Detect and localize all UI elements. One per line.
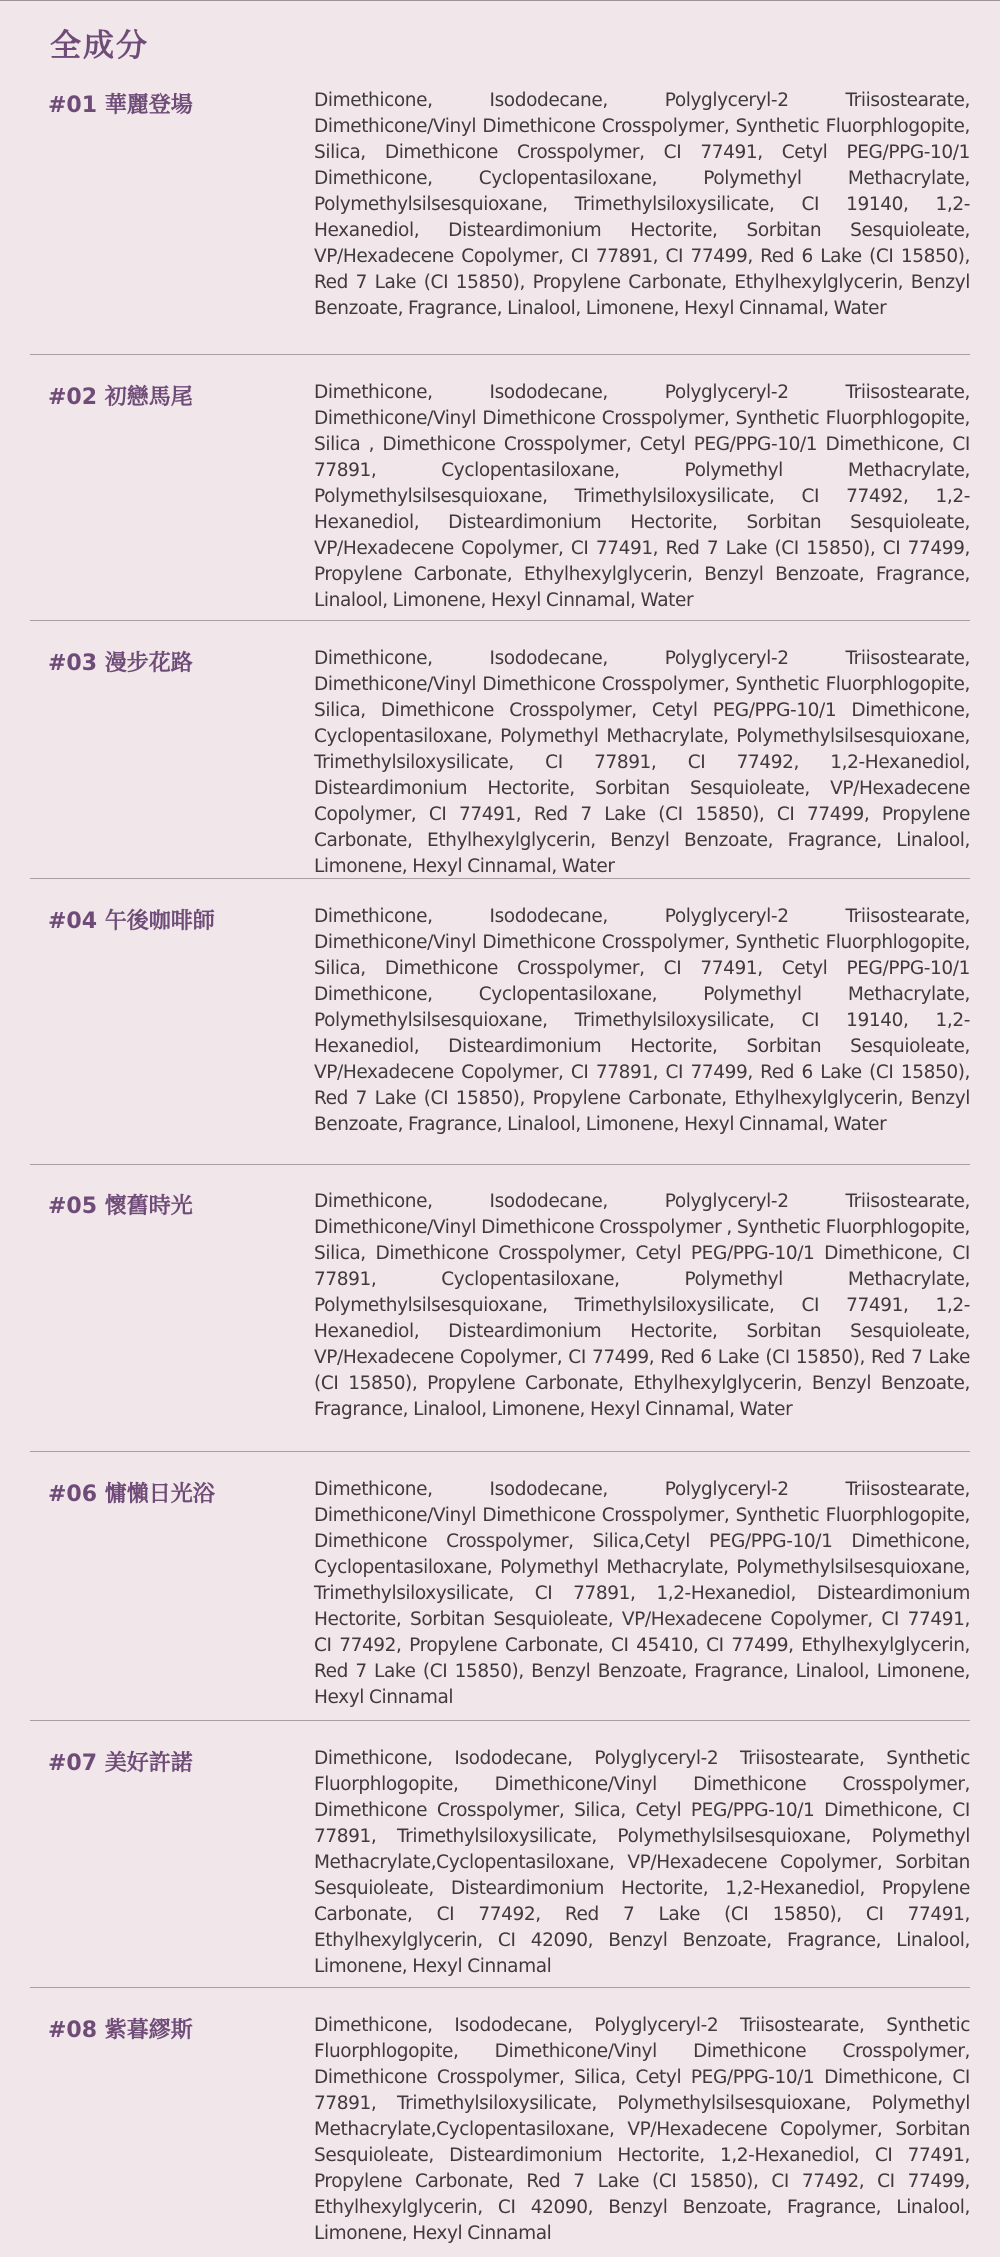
section-divider [30,1164,970,1165]
section-divider [30,354,970,355]
ingredient-text: Dimethicone, Isododecane, Polyglyceryl-2 Triisostearate, Synthetic Fluorphlogopite, Dimethicone/Vinyl Dimethicone Crosspolymer, Dimethicone Crosspolymer, Silica, Cetyl PEG/PPG-10/1 Dimethicone, CI 77891, Trimethylsiloxysilicate, Polymethylsilsesquioxane, Polymethyl Methacrylate,Cyclopentasiloxane, VP/Hexadecene Copolymer, Sorbitan Sesquioleate, Disteardimonium Hectorite, 1,2-Hexanediol, Propylene Carbonate, CI 77492, Red 7 Lake (CI 15850), CI 77491, Ethylhexylglycerin, CI 42090, Benzyl Benzoate, Fragrance, Linalool, Limonene, Hexyl Cinnamal [314,1748,970,1977]
section-divider [30,1451,970,1452]
section-divider [30,1720,970,1721]
section-divider [30,1987,970,1988]
shade-name: #01 華麗登場 [48,93,193,118]
shade-name: #02 初戀馬尾 [48,385,193,410]
shade-name: #06 慵懶日光浴 [48,1482,215,1507]
ingredient-text: Dimethicone, Isododecane, Polyglyceryl-2 Triisostearate, Dimethicone/Vinyl Dimethicone Crosspolymer, Synthetic Fluorphlogopite, Silica, Dimethicone Crosspolymer, Cetyl PEG/PPG-10/1 Dimethicone, Cyclopentasiloxane, Polymethyl Methacrylate, Polymethylsilsesquioxane, Trimethylsiloxysilicate, CI 77891, CI 77492, 1,2-Hexanediol, Disteardimonium Hectorite, Sorbitan Sesquioleate, VP/Hexadecene Copolymer, CI 77491, Red 7 Lake (CI 15850), CI 77499, Propylene Carbonate, Ethylhexylglycerin, Benzyl Benzoate, Fragrance, Linalool, Limonene, Hexyl Cinnamal, Water [314,648,970,877]
ingredient-text: Dimethicone, Isododecane, Polyglyceryl-2 Triisostearate, Dimethicone/Vinyl Dimethicone Crosspolymer, Synthetic Fluorphlogopite, Silica, Dimethicone Crosspolymer, CI 77491, Cetyl PEG/PPG-10/1 Dimethicone, Cyclopentasiloxane, Polymethyl Methacrylate, Polymethylsilsesquioxane, Trimethylsiloxysilicate, CI 19140, 1,2-Hexanediol, Disteardimonium Hectorite, Sorbitan Sesquioleate, VP/Hexadecene Copolymer, CI 77891, CI 77499, Red 6 Lake (CI 15850), Red 7 Lake (CI 15850), Propylene Carbonate, Ethylhexylglycerin, Benzyl Benzoate, Fragrance, Linalool, Limonene, Hexyl Cinnamal, Water [314,90,970,319]
shade-name: #07 美好許諾 [48,1751,193,1776]
section-divider [30,620,970,621]
ingredient-text: Dimethicone, Isododecane, Polyglyceryl-2 Triisostearate, Synthetic Fluorphlogopite, Dimethicone/Vinyl Dimethicone Crosspolymer, Dimethicone Crosspolymer, Silica, Cetyl PEG/PPG-10/1 Dimethicone, CI 77891, Trimethylsiloxysilicate, Polymethylsilsesquioxane, Polymethyl Methacrylate,Cyclopentasiloxane, VP/Hexadecene Copolymer, Sorbitan Sesquioleate, Disteardimonium Hectorite, 1,2-Hexanediol, CI 77491, Propylene Carbonate, Red 7 Lake (CI 15850), CI 77492, CI 77499, Ethylhexylglycerin, CI 42090, Benzyl Benzoate, Fragrance, Linalool, Limonene, Hexyl Cinnamal [314,2015,970,2244]
page-title: 全成分 [50,28,149,64]
section-divider [30,878,970,879]
shade-name: #05 懷舊時光 [48,1194,193,1219]
top-divider [0,0,1000,1]
shade-name: #03 漫步花路 [48,651,193,676]
ingredient-text: Dimethicone, Isododecane, Polyglyceryl-2 Triisostearate, Dimethicone/Vinyl Dimethicone Crosspolymer , Synthetic Fluorphlogopite, Silica, Dimethicone Crosspolymer, Cetyl PEG/PPG-10/1 Dimethicone, CI 77891, Cyclopentasiloxane, Polymethyl Methacrylate, Polymethylsilsesquioxane, Trimethylsiloxysilicate, CI 77491, 1,2-Hexanediol, Disteardimonium Hectorite, Sorbitan Sesquioleate, VP/Hexadecene Copolymer, CI 77499, Red 6 Lake (CI 15850), Red 7 Lake (CI 15850), Propylene Carbonate, Ethylhexylglycerin, Benzyl Benzoate, Fragrance, Linalool, Limonene, Hexyl Cinnamal, Water [314,1191,970,1420]
ingredient-text: Dimethicone, Isododecane, Polyglyceryl-2 Triisostearate, Dimethicone/Vinyl Dimethicone Crosspolymer, Synthetic Fluorphlogopite, Silica, Dimethicone Crosspolymer, CI 77491, Cetyl PEG/PPG-10/1 Dimethicone, Cyclopentasiloxane, Polymethyl Methacrylate, Polymethylsilsesquioxane, Trimethylsiloxysilicate, CI 19140, 1,2-Hexanediol, Disteardimonium Hectorite, Sorbitan Sesquioleate, VP/Hexadecene Copolymer, CI 77891, CI 77499, Red 6 Lake (CI 15850), Red 7 Lake (CI 15850), Propylene Carbonate, Ethylhexylglycerin, Benzyl Benzoate, Fragrance, Linalool, Limonene, Hexyl Cinnamal, Water [314,906,970,1135]
shade-name: #08 紫暮繆斯 [48,2018,193,2043]
shade-name: #04 午後咖啡師 [48,909,215,934]
ingredient-text: Dimethicone, Isododecane, Polyglyceryl-2 Triisostearate, Dimethicone/Vinyl Dimethicone Crosspolymer, Synthetic Fluorphlogopite, Silica , Dimethicone Crosspolymer, Cetyl PEG/PPG-10/1 Dimethicone, CI 77891, Cyclopentasiloxane, Polymethyl Methacrylate, Polymethylsilsesquioxane, Trimethylsiloxysilicate, CI 77492, 1,2-Hexanediol, Disteardimonium Hectorite, Sorbitan Sesquioleate, VP/Hexadecene Copolymer, CI 77491, Red 7 Lake (CI 15850), CI 77499, Propylene Carbonate, Ethylhexylglycerin, Benzyl Benzoate, Fragrance, Linalool, Limonene, Hexyl Cinnamal, Water [314,382,970,611]
ingredient-text: Dimethicone, Isododecane, Polyglyceryl-2 Triisostearate, Dimethicone/Vinyl Dimethicone Crosspolymer, Synthetic Fluorphlogopite, Dimethicone Crosspolymer, Silica,Cetyl PEG/PPG-10/1 Dimethicone, Cyclopentasiloxane, Polymethyl Methacrylate, Polymethylsilsesquioxane, Trimethylsiloxysilicate, CI 77891, 1,2-Hexanediol, Disteardimonium Hectorite, Sorbitan Sesquioleate, VP/Hexadecene Copolymer, CI 77491, CI 77492, Propylene Carbonate, CI 45410, CI 77499, Ethylhexylglycerin, Red 7 Lake (CI 15850), Benzyl Benzoate, Fragrance, Linalool, Limonene, Hexyl Cinnamal [314,1479,970,1708]
